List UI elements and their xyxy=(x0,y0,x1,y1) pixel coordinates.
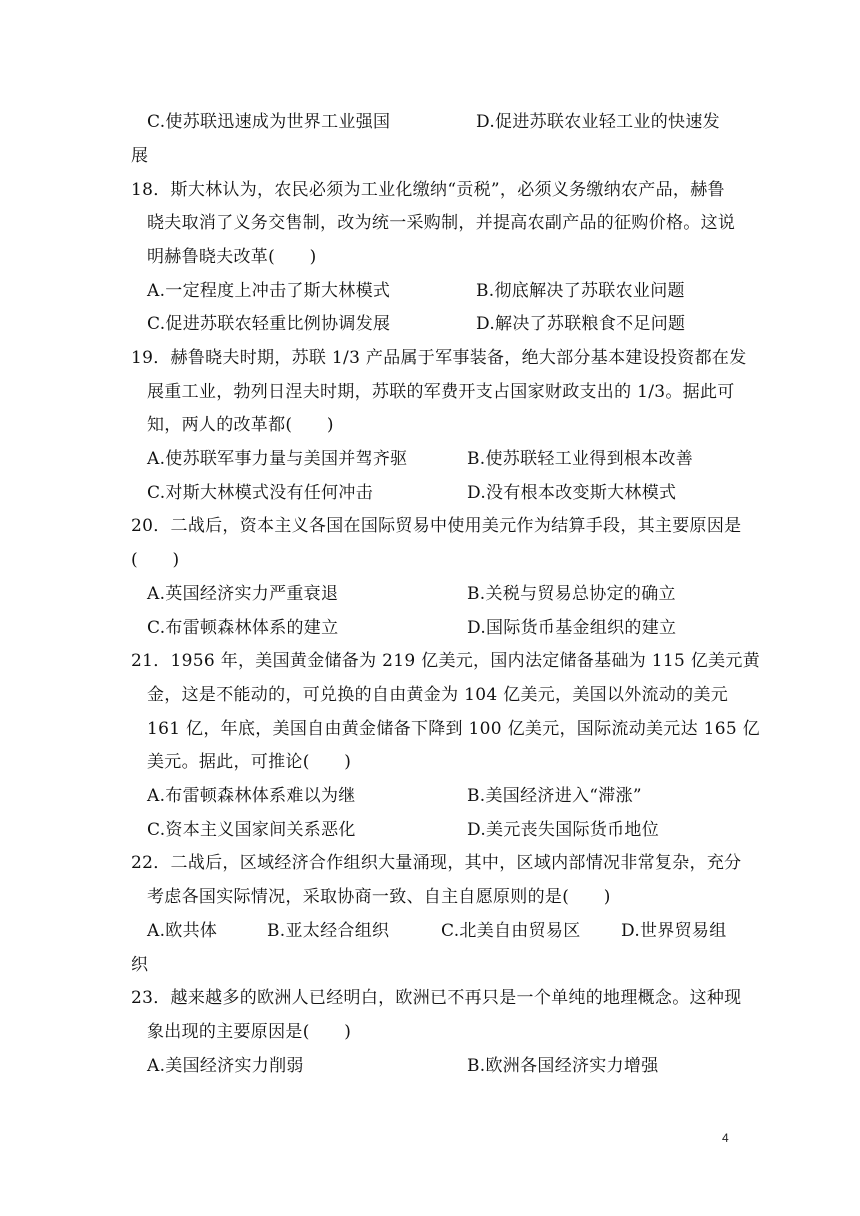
option-b: B.亚太经合组织 xyxy=(267,921,390,941)
option-a: A.一定程度上冲击了斯大林模式 xyxy=(147,281,391,301)
option-b: B.关税与贸易总协定的确立 xyxy=(467,584,676,604)
option-a: A.欧共体 xyxy=(147,921,218,941)
question-22-line: 22．二战后，区域经济合作组织大量涌现，其中，区域内部情况非常复杂，充分 xyxy=(131,853,742,873)
question-18-line: 18．斯大林认为，农民必须为工业化缴纳“贡税”，必须义务缴纳农产品，赫鲁 xyxy=(131,180,725,200)
option-d: D.世界贸易组 xyxy=(621,921,727,941)
page-number: 4 xyxy=(722,1131,729,1145)
text-line: 明赫鲁晓夫改革( ) xyxy=(147,247,317,267)
option-c: C.促进苏联农轻重比例协调发展 xyxy=(147,314,391,334)
option-d: D.美元丧失国际货币地位 xyxy=(467,820,660,840)
option-c: C.北美自由贸易区 xyxy=(441,921,581,941)
option-d: D.没有根本改变斯大林模式 xyxy=(467,483,677,503)
text-line: 161 亿，年底，美国自由黄金储备下降到 100 亿美元，国际流动美元达 165 亿 xyxy=(147,719,760,739)
option-c: C.资本主义国家间关系恶化 xyxy=(147,820,356,840)
option-a: A.布雷顿森林体系难以为继 xyxy=(147,786,356,806)
question-19-line: 19．赫鲁晓夫时期，苏联 1/3 产品属于军事装备，绝大部分基本建设投资都在发 xyxy=(131,348,747,368)
option-c: C.布雷顿森林体系的建立 xyxy=(147,618,339,638)
text-line: 展 xyxy=(131,146,149,166)
question-23-line: 23．越来越多的欧洲人已经明白，欧洲已不再只是一个单纯的地理概念。这种现 xyxy=(131,988,742,1008)
text-line: 象出现的主要原因是( ) xyxy=(147,1022,352,1042)
text-line: 展重工业，勃列日涅夫时期，苏联的军费开支占国家财政支出的 1/3。据此可 xyxy=(147,382,735,402)
option-a: A.美国经济实力削弱 xyxy=(147,1056,304,1076)
option-b: B.使苏联轻工业得到根本改善 xyxy=(467,449,694,469)
question-20-line: 20．二战后，资本主义各国在国际贸易中使用美元作为结算手段，其主要原因是 xyxy=(131,516,742,536)
text-line: 考虑各国实际情况，采取协商一致、自主自愿原则的是( ) xyxy=(147,887,611,907)
option-a: A.使苏联军事力量与美国并驾齐驱 xyxy=(147,449,408,469)
option-d: D.国际货币基金组织的建立 xyxy=(467,618,677,638)
question-21-line: 21．1956 年，美国黄金储备为 219 亿美元，国内法定储备基础为 115 亿美元黄 xyxy=(131,651,761,671)
option-b: B.美国经济进入“滞涨” xyxy=(467,786,642,806)
option-c: C.对斯大林模式没有任何冲击 xyxy=(147,483,374,503)
text-line: 织 xyxy=(131,955,149,975)
option-d: D.解决了苏联粮食不足问题 xyxy=(476,314,686,334)
text-line: D.促进苏联农业轻工业的快速发 xyxy=(476,112,720,132)
text-line: 金，这是不能动的，可兑换的自由黄金为 104 亿美元，美国以外流动的美元 xyxy=(147,685,729,705)
option-a: A.英国经济实力严重衰退 xyxy=(147,584,339,604)
option-b: B.欧洲各国经济实力增强 xyxy=(467,1056,659,1076)
option-b: B.彻底解决了苏联农业问题 xyxy=(476,281,685,301)
text-line: C.使苏联迅速成为世界工业强国 xyxy=(147,112,391,132)
text-line: 美元。据此，可推论( ) xyxy=(147,752,352,772)
text-line: 晓夫取消了义务交售制，改为统一采购制，并提高农副产品的征购价格。这说 xyxy=(147,213,736,233)
text-line: 知，两人的改革都( ) xyxy=(147,415,334,435)
text-line: ( ) xyxy=(131,550,180,570)
